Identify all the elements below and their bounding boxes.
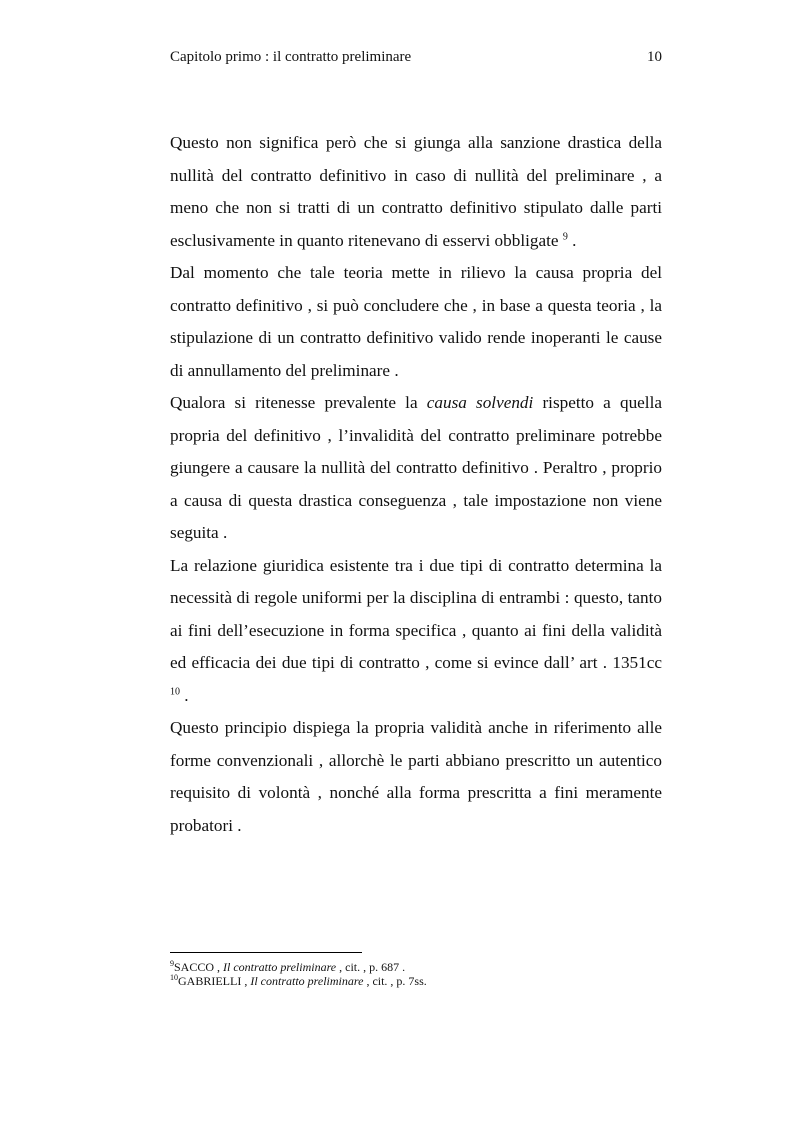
footnote-10-number: 10 xyxy=(170,973,178,982)
paragraph-4-text: La relazione giuridica esistente tra i due tipi di contratto determina la necessità di regole uniformi per la disciplina di entrambi : questo, tanto ai fini dell’esecuzione in forma specifica , quanto ai fini della validità ed efficacia dei due tipi di contratto , come si evince dall’ art . 1351cc xyxy=(170,555,662,672)
footnote-10-rest: , cit. , p. 7ss. xyxy=(363,974,427,988)
footnote-9-author: SACCO , xyxy=(174,960,224,974)
paragraph-5: Questo principio dispiega la propria validità anche in riferimento alle forme convenzionali , allorchè le parti abbiano prescritto un autentico requisito di volontà , nonché alla forma prescritta a fini meramente probatori . xyxy=(170,718,662,835)
paragraph-3-text-after: rispetto a quella propria del definitivo , l’invalidità del contratto preliminare potrebbe giungere a causare la nullità del contratto definitivo . Peraltro , proprio a causa di questa drastica conseguenza , tale impostazione non viene seguita . xyxy=(170,393,662,542)
footnote-10-title: Il contratto preliminare xyxy=(250,974,364,988)
footnote-separator xyxy=(170,952,362,953)
footnote-9-rest: , cit. , p. 687 . xyxy=(336,960,406,974)
footnote-10 xyxy=(170,974,662,988)
paragraph-4-tail: . xyxy=(180,685,189,705)
italic-term: causa solvendi xyxy=(426,393,534,412)
footnote-10-author: GABRIELLI , xyxy=(178,974,251,988)
paragraph-4 xyxy=(170,550,662,713)
footnote-ref-10: 10 xyxy=(170,685,180,697)
footnote-9 xyxy=(170,960,662,974)
paragraph-1-text: Questo non significa però che si giunga alla sanzione drastica della nullità del contratto definitivo in caso di nullità del preliminare , a meno che non si tratti di un contratto definitivo stipulato dalle parti esclusivamente in quanto ritenevano di esservi obbligate xyxy=(170,133,662,250)
paragraph-2: Dal momento che tale teoria mette in rilievo la causa propria del contratto definitivo , si può concludere che , in base a questa teoria , la stipulazione di un contratto definitivo valido rende inoperanti le cause di annullamento del preliminare . xyxy=(170,263,662,380)
paragraph-1 xyxy=(170,127,662,257)
footnote-ref-9: 9 xyxy=(562,230,568,242)
running-header xyxy=(170,47,662,67)
body-text xyxy=(170,127,662,842)
chapter-title: Capitolo primo : il contratto preliminare xyxy=(170,49,412,65)
footnotes xyxy=(170,960,662,988)
paragraph-3 xyxy=(170,387,662,550)
paragraph-3-text-before: Qualora si ritenesse prevalente la xyxy=(170,393,427,412)
paragraph-1-tail: . xyxy=(567,230,577,250)
page-number: 10 xyxy=(647,49,662,65)
footnote-9-number: 9 xyxy=(170,959,174,968)
footnote-9-title: Il contratto preliminare xyxy=(223,960,337,974)
